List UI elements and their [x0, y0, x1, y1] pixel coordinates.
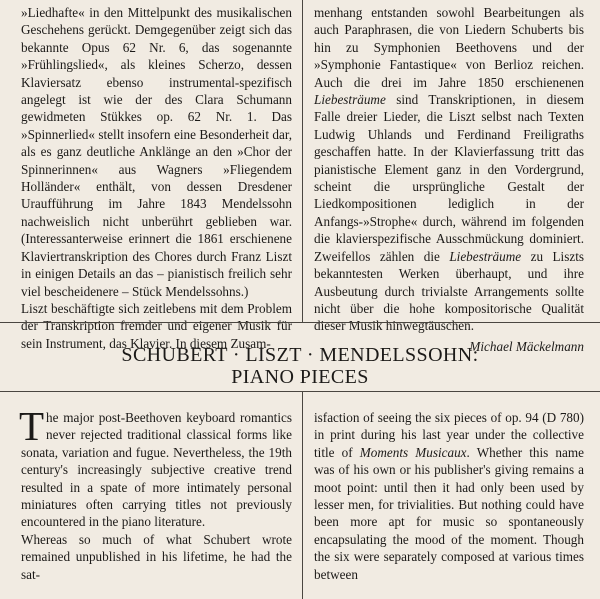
- text-run: he major post-Beethoven keyboard romantics never rejected traditional classical forms like sonata, variation and fugue. Nevertheless, the 19th century's increasingly subjective creative trend resulted in a spate of more intimately personal miniatures often carrying titles not previously encountered in the piano literature.: [21, 410, 292, 530]
- german-right-column: [314, 4, 584, 355]
- italic-title: Liebesträume: [449, 248, 522, 264]
- italic-title: Liebesträume: [314, 92, 386, 108]
- text-run: isfaction of seeing the six pieces of op. 94 (D 780) in print during his last year under the collective title of: [314, 410, 584, 460]
- english-right-column: [314, 409, 584, 583]
- text-run: menhang entstanden sowohl Bearbeitungen als auch Paraphrasen, die von Liedern Schuberts bis hin zu Symphonien Beethovens und der »Symphonie Fantastique« von Berlioz reichen. Auch die drei im Jahre 1850 erschienenen: [314, 5, 584, 90]
- english-left-column: [19, 403, 292, 583]
- text-run: zu Liszts bekanntesten Werken überhaupt, und ihre Ausbeutung durch trivialste Arrangements sollte nicht über die hohe kompositorische Qualität dieser Musik hinwegtäuschen.: [314, 248, 585, 334]
- german-paragraph: Liszt beschäftigte sich zeitlebens mit dem Problem der Transkription fremder und eigener Musik für sein Instrument, das Klavier. In diesem Zusam-: [21, 300, 292, 351]
- text-run: . Whether this name was of his own or his publisher's giving remains a moot point: until then it had only been used by lesser men, for trivialities. But nothing could have been more apt for music so spontaneously encapsulating the mood of the moment. Though the six were separately composed at various times between: [314, 444, 584, 582]
- german-left-column: [21, 4, 292, 352]
- column-divider: [302, 391, 303, 599]
- italic-title: Moments Musicaux: [359, 444, 467, 460]
- heading-line-1: SCHUBERT · LISZT · MENDELSSOHN:: [121, 344, 479, 366]
- english-paragraph: [314, 409, 584, 583]
- german-paragraph: »Liedhafte« in den Mittelpunkt des musikalischen Geschehens gerückt. Demgegenüber zeigt sich das bekannte Opus 62 Nr. 6, das sogenannte »Frühlingslied«, als kleines Scherzo, dessen Klaviersatz ebenso instrumental-spezifisch angelegt ist wie der des Clara Schumann gewidmeten Stükkes op. 62 Nr. 1. Das »Spinnerlied« stellt insofern eine Besonderheit dar, als es ganz deutliche Anklänge an den »Chor der Spinnerinnen« aus Wagners »Fliegendem Holländer« enthält, von dessen Dresdener Uraufführung im Jahre 1843 Mendelssohn nachweislich nicht unberührt geblieben war. (Interessanterweise erinnert die 1861 erschienene Klaviertranskription des Chores durch Franz Liszt in einigen Details an das – pianistisch freilich sehr viel bescheidenere – Stück Mendelssohns.): [21, 5, 292, 299]
- heading-line-2: PIANO PIECES: [231, 366, 369, 388]
- german-paragraph: [314, 4, 584, 335]
- section-rule-bottom: [0, 391, 600, 392]
- author-signature: Michael Mäckelmann: [469, 338, 584, 354]
- english-paragraph: Whereas so much of what Schubert wrote remained unpublished in his lifetime, he had the sat-: [21, 531, 292, 582]
- column-divider: [302, 0, 303, 322]
- section-rule-top: [0, 322, 600, 323]
- drop-cap: T: [19, 403, 45, 449]
- text-run: sind Transkriptionen, in diesem Falle dreier Lieder, die Liszt selbst nach Texten Ludwig Uhlands und Ferdinand Freiligraths geschaffen hatte. In der Klavierfassung tritt das pianistische Element ganz in den Vordergrund, scheint die ursprüngliche Gestalt der Liedkompositionen lediglich in der Anfangs-»Strophe« durch, während im folgenden die klavierspezifische Ausschmückung dominiert. Zweifellos zählen die: [314, 92, 584, 264]
- section-heading: [0, 344, 600, 388]
- english-paragraph: [19, 403, 292, 531]
